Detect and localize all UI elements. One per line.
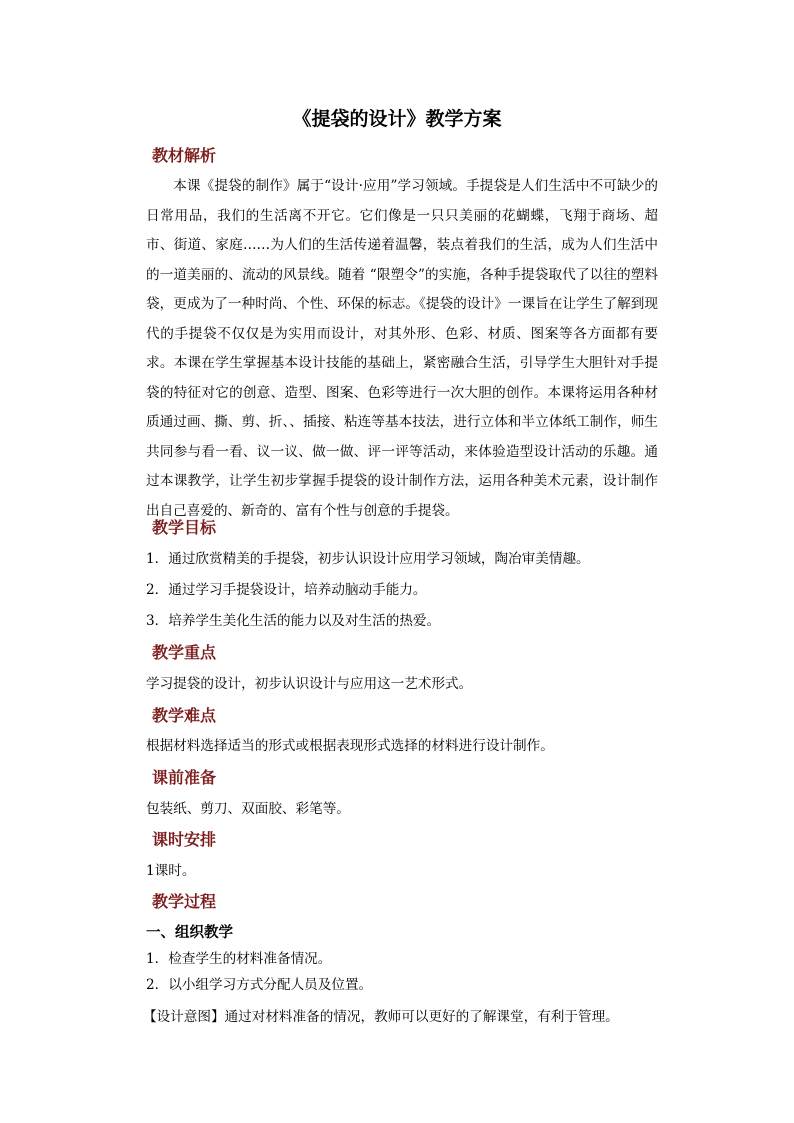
schedule-body: 1课时。	[146, 863, 196, 879]
goal-item-1: 1．通过欣赏精美的手提袋，初步认识设计应用学习领域，陶冶审美情趣。	[146, 551, 590, 567]
heading-difficulties: 教学难点	[152, 706, 217, 725]
process-item-1: 1．检查学生的材料准备情况。	[146, 951, 332, 967]
difficulties-body: 根据材料选择适当的形式或根据表现形式选择的材料进行设计制作。	[146, 738, 554, 754]
analysis-body: 本课《提袋的制作》属于“设计·应用”学习领域。手提袋是人们生活中不可缺少的日常用品，我们的生活离不开它。它们像是一只只美丽的花蝴蝶，飞翔于商场、超市、街道、家庭……为人们的生活传递着温馨，装点着我们的生活，成为人们生活中的一道美丽的、流动的风景线。随着 “限塑令”的实施，各种手提袋取代了以往的塑料袋，更成为了一种时尚、个性、环保的标志。《提袋的设计》一课旨在让学生了解到现代的手提袋不仅仅是为实用而设计，对其外形、色彩、材质、图案等各方面都有要求。本课在学生掌握基本设计技能的基础上，紧密融合生活，引导学生大胆针对手提袋的特征对它的创意、造型、图案、色彩等进行一次大胆的创作。本课将运用各种材质通过画、撕、剪、折、、插接、粘连等基本技法，进行立体和半立体纸工制作，师生共同参与看一看、议一议、做一做、评一评等活动，来体验造型设计活动的乐趣。通过本课教学，让学生初步掌握手提袋的设计制作方法，运用各种美术元素，设计制作出自己喜爱的、新奇的、富有个性与创意的手提袋。	[146, 178, 658, 519]
preparation-body: 包装纸、剪刀、双面胶、彩笔等。	[146, 801, 350, 817]
key-points-body: 学习提袋的设计，初步认识设计与应用这一艺术形式。	[146, 676, 473, 692]
heading-analysis: 教材解析	[152, 146, 217, 165]
process-sub-heading: 一、组织教学	[146, 924, 233, 941]
process-design-note: 【设计意图】通过对材料准备的情况，教师可以更好的了解课堂，有利于管理。	[143, 1009, 619, 1025]
heading-preparation: 课前准备	[152, 768, 217, 787]
heading-key-points: 教学重点	[152, 643, 217, 662]
goal-item-3: 3．培养学生美化生活的能力以及对生活的热爱。	[146, 613, 441, 629]
process-item-2: 2．以小组学习方式分配人员及位置。	[146, 977, 373, 993]
heading-schedule: 课时安排	[152, 830, 217, 849]
goal-item-2: 2．通过学习手提袋设计，培养动脑动手能力。	[146, 582, 427, 598]
document-title: 《提袋的设计》教学方案	[292, 108, 502, 130]
heading-process: 教学过程	[152, 892, 217, 911]
heading-goals: 教学目标	[152, 518, 217, 537]
